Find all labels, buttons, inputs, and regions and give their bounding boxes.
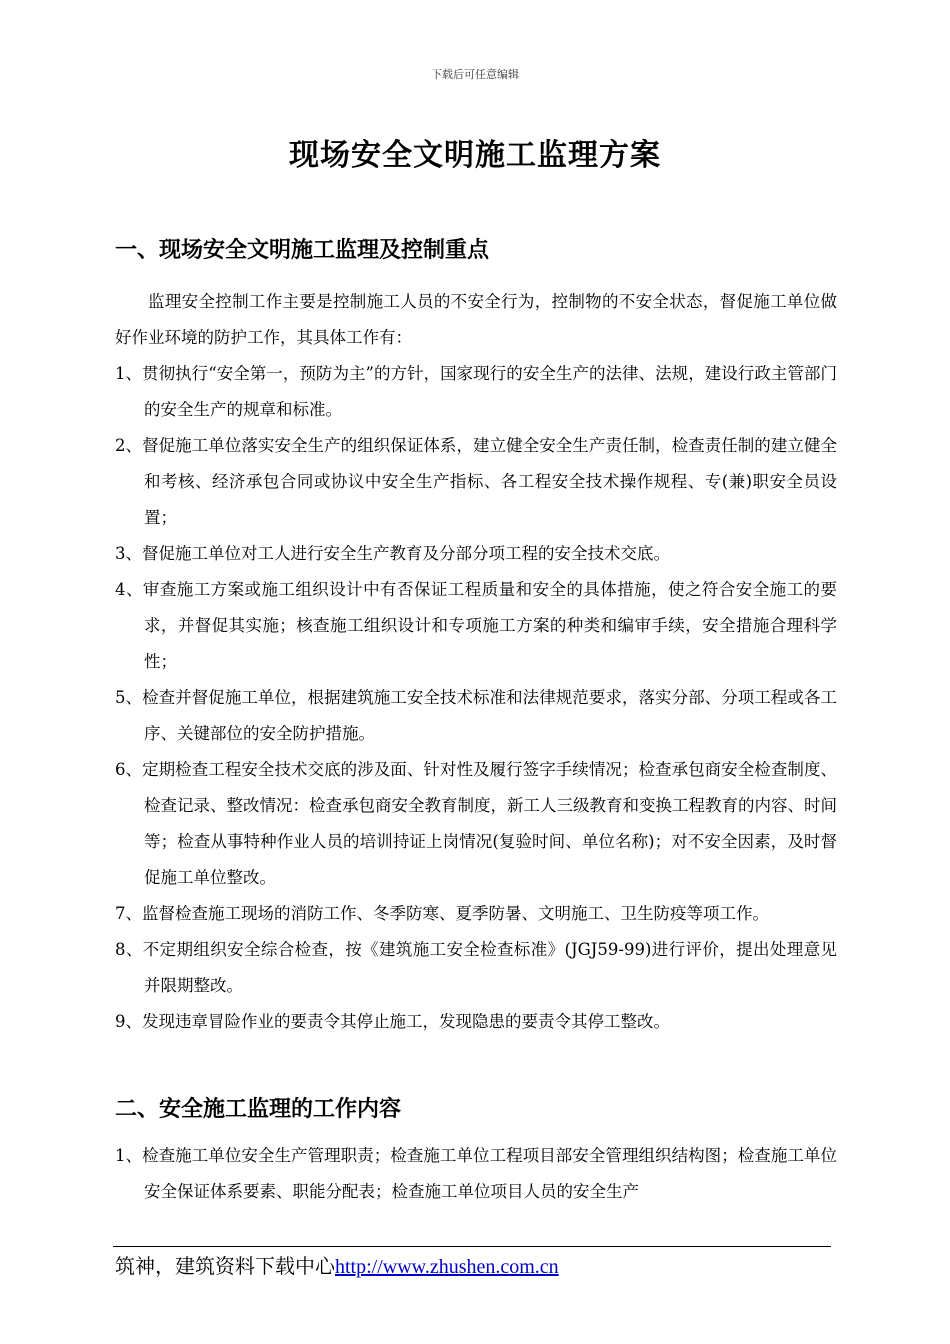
list-item: 2、督促施工单位落实安全生产的组织保证体系，建立健全安全生产责任制，检查责任制的建立健全和考核、经济承包合同或协议中安全生产指标、各工程安全技术操作规程、专(兼)职安全员设置； [115, 436, 837, 527]
list-item: 8、不定期组织安全综合检查，按《建筑施工安全检查标准》(JGJ59-99)进行评价，提出处理意见并限期整改。 [115, 940, 837, 995]
list-item: 4、审查施工方案或施工组织设计中有否保证工程质量和安全的具体措施，使之符合安全施工的要求，并督促其实施；核查施工组织设计和专项施工方案的种类和编审手续，安全措施合理科学性； [115, 580, 837, 671]
section-1-intro: 监理安全控制工作主要是控制施工人员的不安全行为，控制物的不安全状态，督促施工单位做好作业环境的防护工作，其具体工作有： [115, 292, 837, 347]
section-2-heading: 二、安全施工监理的工作内容 [115, 1096, 402, 1122]
footer [115, 1250, 559, 1279]
footer-link[interactable]: http://www.zhushen.com.cn [335, 1256, 559, 1278]
list-item: 5、检查并督促施工单位，根据建筑施工安全技术标准和法律规范要求，落实分部、分项工程或各工序、关键部位的安全防护措施。 [115, 688, 837, 743]
list-item: 6、定期检查工程安全技术交底的涉及面、针对性及履行签字手续情况；检查承包商安全检查制度、检查记录、整改情况：检查承包商安全教育制度，新工人三级教育和变换工程教育的内容、时间等；检查从事特种作业人员的培训持证上岗情况(复验时间、单位名称)；对不安全因素，及时督促施工单位整改。 [115, 760, 837, 887]
section-2-list [115, 1138, 837, 1210]
document-title: 现场安全文明施工监理方案 [289, 138, 661, 173]
list-item: 7、监督检查施工现场的消防工作、冬季防寒、夏季防暑、文明施工、卫生防疫等项工作。 [115, 904, 769, 923]
header-note: 下载后可任意编辑 [431, 68, 519, 81]
list-item: 1、贯彻执行“安全第一，预防为主”的方针，国家现行的安全生产的法律、法规，建设行政主管部门的安全生产的规章和标准。 [115, 364, 837, 419]
footer-divider [113, 1246, 831, 1247]
section-1-heading: 一、现场安全文明施工监理及控制重点 [115, 237, 490, 263]
section-1-list [115, 356, 837, 1040]
footer-text: 筑神，建筑资料下载中心 [115, 1254, 335, 1278]
list-item: 9、发现违章冒险作业的要责令其停止施工，发现隐患的要责令其停工整改。 [115, 1012, 670, 1031]
list-item: 3、督促施工单位对工人进行安全生产教育及分部分项工程的安全技术交底。 [115, 544, 670, 563]
list-item: 1、检查施工单位安全生产管理职责；检查施工单位工程项目部安全管理组织结构图；检查施工单位安全保证体系要素、职能分配表；检查施工单位项目人员的安全生产 [115, 1146, 837, 1201]
